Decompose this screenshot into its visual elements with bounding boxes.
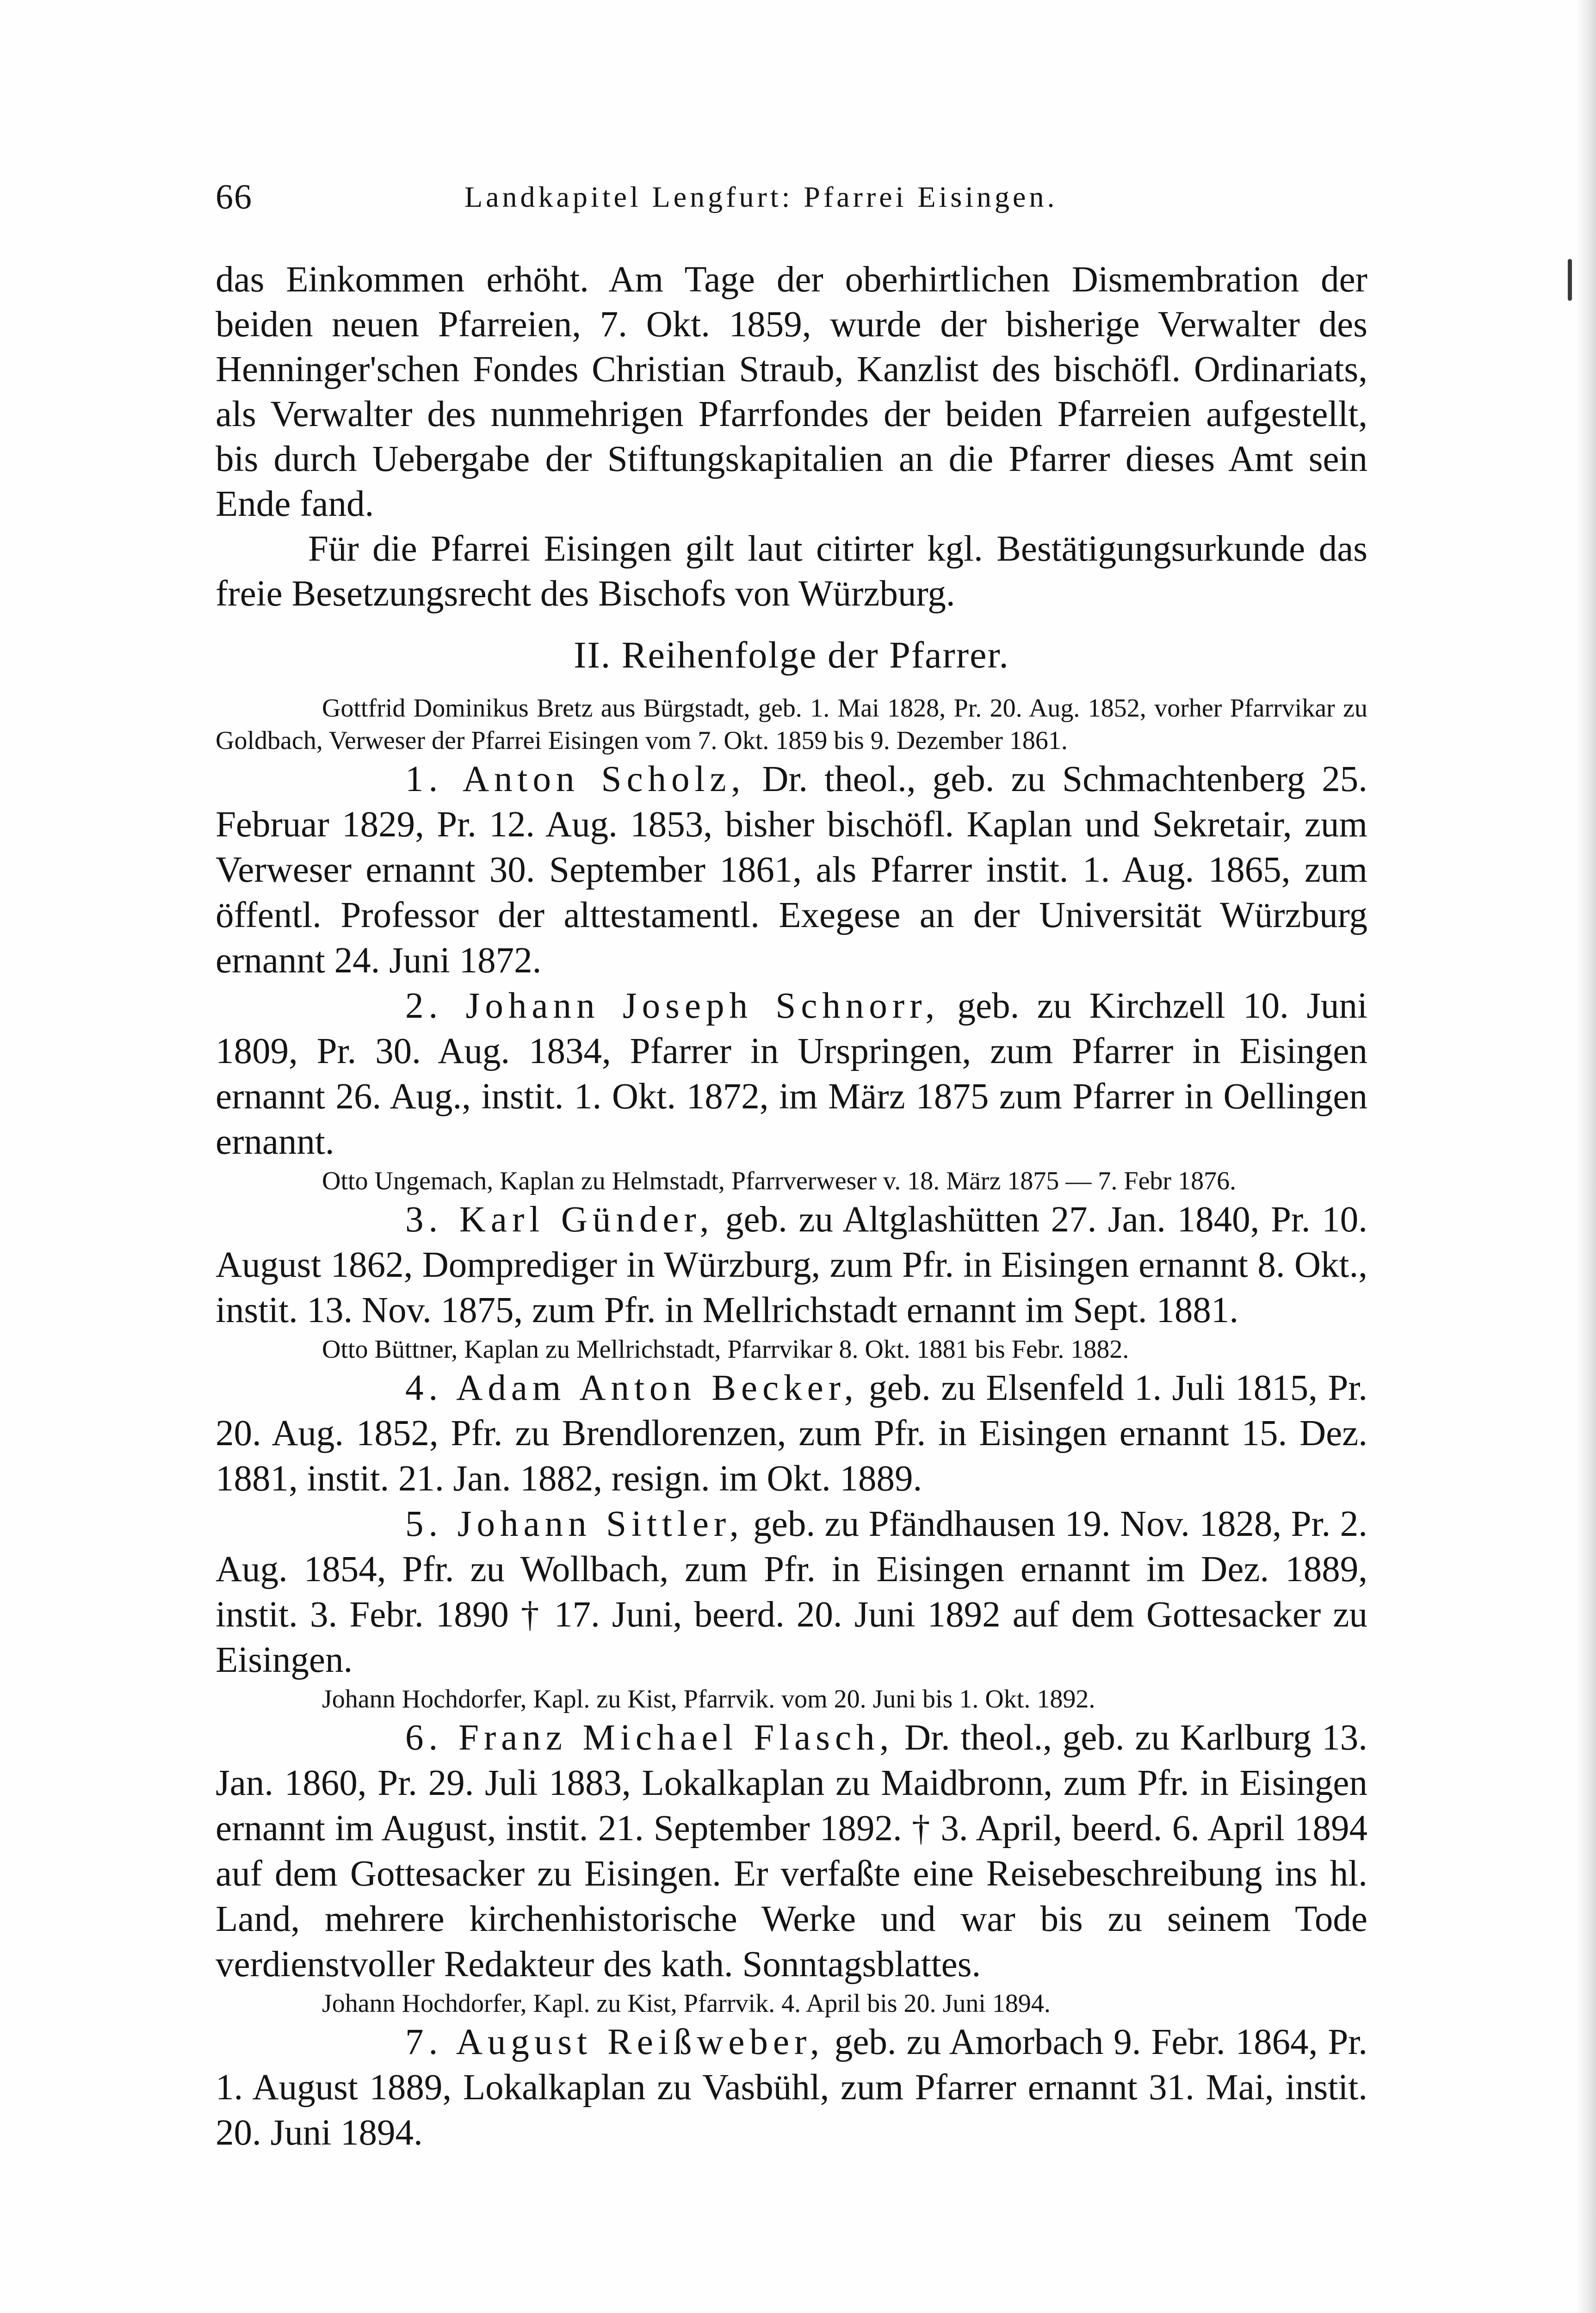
entry-6: [216, 1715, 1367, 1987]
entry-7-text: geb. zu Amorbach 9. Febr. 1864, Pr. 1. August 1889, Lokalkaplan zu Vasbühl, zum Pfarrer ernannt 31. Mai, instit. 20. Juni 1894.: [216, 2022, 1367, 2153]
margin-mark: [1568, 259, 1572, 301]
entry-2: [216, 983, 1367, 1165]
entry-2-name: 2. Johann Joseph Schnorr,: [405, 986, 940, 1026]
entry-2-text: geb. zu Kirchzell 10. Juni 1809, Pr. 30. Aug. 1834, Pfarrer in Urspringen, zum Pfarrer in Eisingen ernannt 26. Aug., instit. 1. Okt. 1872, im März 1875 zum Pfarrer in Oellingen ernannt.: [216, 986, 1368, 1162]
footnote-bretz: Gottfrid Dominikus Bretz aus Bürgstadt, geb. 1. Mai 1828, Pr. 20. Aug. 1852, vorher Pfarrvikar zu Goldbach, Verweser der Pfarrei Eisingen vom 7. Okt. 1859 bis 9. Dezember 1861.: [216, 694, 1367, 755]
entry-4-name: 4. Adam Anton Becker,: [405, 1368, 859, 1408]
page-edge-shadow: [1577, 0, 1596, 2313]
section-heading: II. Reihenfolge der Pfarrer.: [574, 634, 1009, 676]
entry-1-text: Dr. theol., geb. zu Schmachtenberg 25. Februar 1829, Pr. 12. Aug. 1853, bisher bischöfl. Kaplan und Sekretair, zum Verweser ernannt 30. September 1861, als Pfarrer instit. 1. Aug. 1865, zum öffentl. Professor der alttestamentl. Exegese an der Universität Würzburg ernannt 24. Juni 1872.: [216, 759, 1368, 981]
footnote-buettner: Otto Büttner, Kaplan zu Mellrichstadt, Pfarrvikar 8. Okt. 1881 bis Febr. 1882.: [322, 1335, 1129, 1364]
entry-6-name: 6. Franz Michael Flasch,: [405, 1718, 894, 1758]
page-header: [216, 177, 1400, 228]
entry-7: [216, 2020, 1367, 2156]
entry-1-name: 1. Anton Scholz,: [405, 759, 746, 799]
entry-5: [216, 1502, 1367, 1683]
entry-1: [216, 757, 1367, 983]
footnote-hochdorfer-1892: Johann Hochdorfer, Kapl. zu Kist, Pfarrvik. vom 20. Juni bis 1. Okt. 1892.: [322, 1685, 1095, 1713]
running-title: Landkapitel Lengfurt: Pfarrei Eisingen.: [464, 180, 1058, 213]
body-text: [216, 257, 1367, 2156]
page-number: 66: [216, 178, 253, 216]
footnote-hochdorfer-1894: Johann Hochdorfer, Kapl. zu Kist, Pfarrvik. 4. April bis 20. Juni 1894.: [322, 1989, 1051, 2018]
entry-3-name: 3. Karl Günder,: [405, 1200, 714, 1240]
intro-paragraph-2: Für die Pfarrei Eisingen gilt laut citirter kgl. Bestätigungsurkunde das freie Besetzungsrecht des Bischofs von Würzburg.: [216, 529, 1367, 614]
entry-5-text: geb. zu Pfändhausen 19. Nov. 1828, Pr. 2. Aug. 1854, Pfr. zu Wollbach, zum Pfr. in Eisingen ernannt im Dez. 1889, instit. 3. Febr. 1890 † 17. Juni, beerd. 20. Juni 1892 auf dem Gottesacker zu Eisingen.: [216, 1504, 1367, 1680]
entry-4: [216, 1366, 1367, 1502]
intro-paragraph-1: das Einkommen erhöht. Am Tage der oberhirtlichen Dismembration der beiden neuen Pfarreien, 7. Okt. 1859, wurde der bisherige Verwalter des Henninger'schen Fondes Christian Straub, Kanzlist des bischöfl. Ordinariats, als Verwalter des nunmehrigen Pfarrfondes der beiden Pfarreien aufgestellt, bis durch Uebergabe der Stiftungskapitalien an die Pfarrer dieses Amt sein Ende fand.: [216, 260, 1367, 524]
entry-4-text: geb. zu Elsenfeld 1. Juli 1815, Pr. 20. Aug. 1852, Pfr. zu Brendlorenzen, zum Pfr. in Eisingen ernannt 15. Dez. 1881, instit. 21. Jan. 1882, resign. im Okt. 1889.: [216, 1368, 1367, 1499]
entry-3-text: geb. zu Altglashütten 27. Jan. 1840, Pr. 10. August 1862, Domprediger in Würzburg, zum Pfr. in Eisingen ernannt 8. Okt., instit. 13. Nov. 1875, zum Pfr. in Mellrichstadt ernannt im Sept. 1881.: [216, 1200, 1367, 1330]
entry-6-text: Dr. theol., geb. zu Karlburg 13. Jan. 1860, Pr. 29. Juli 1883, Lokalkaplan zu Maidbronn, zum Pfr. in Eisingen ernannt im August, instit. 21. September 1892. † 3. April, beerd. 6. April 1894 auf dem Gottesacker zu Eisingen. Er verfaßte eine Reisebeschreibung ins hl. Land, mehrere kirchenhistorische Werke und war bis zu seinem Tode verdienstvoller Redakteur des kath. Sonntagsblattes.: [216, 1718, 1367, 1985]
footnote-ungemach: Otto Ungemach, Kaplan zu Helmstadt, Pfarrverweser v. 18. März 1875 — 7. Febr 1876.: [322, 1167, 1237, 1195]
entry-3: [216, 1197, 1367, 1333]
entry-7-name: 7. August Reißweber,: [405, 2022, 824, 2062]
entry-5-name: 5. Johann Sittler,: [405, 1504, 744, 1544]
